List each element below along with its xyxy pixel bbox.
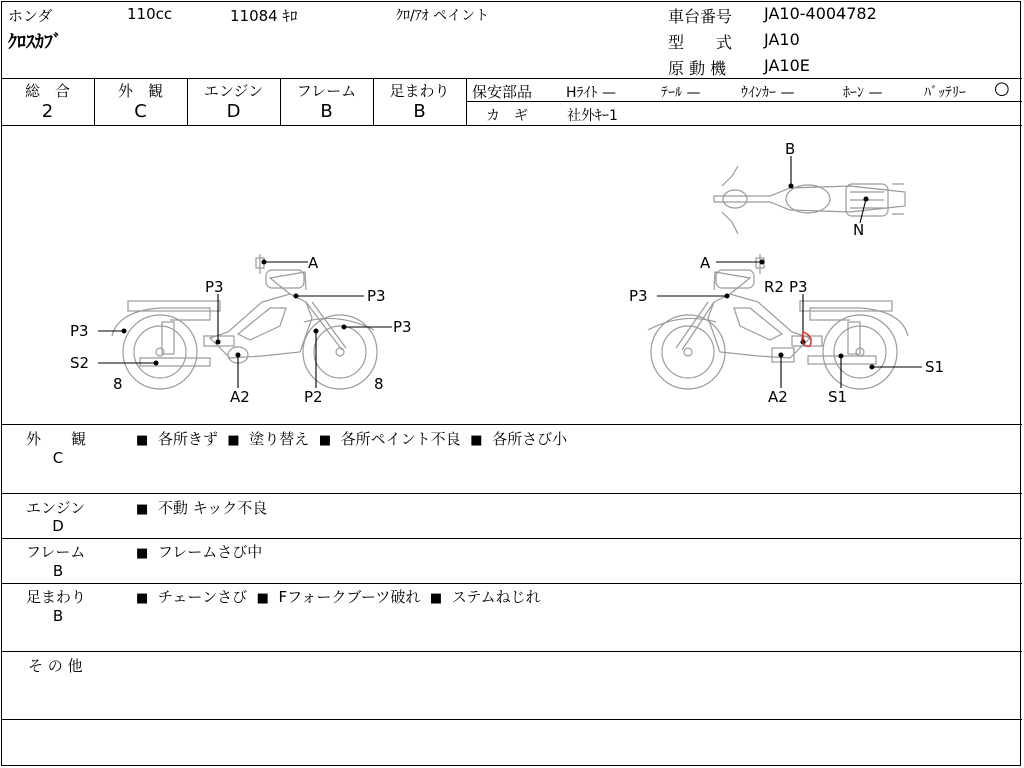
motorcycle-left-view xyxy=(112,254,377,389)
label-8-left-front: 8 xyxy=(374,375,384,393)
damage-diagram xyxy=(0,126,1024,424)
divider xyxy=(1,583,1022,584)
remark-label-frame: フレーム xyxy=(26,543,86,561)
remark-text-suspension: ■ チェーンさび ■ Fフォークブーツ破れ ■ ステムねじれ xyxy=(136,588,541,606)
label-p3-right-front: P3 xyxy=(629,287,648,305)
type-label: 型 式 xyxy=(668,33,733,52)
grade-value-exterior: C xyxy=(134,101,147,122)
label-b-top: B xyxy=(785,140,796,158)
divider xyxy=(1,538,1022,539)
battery-ok-mark: ○ xyxy=(994,78,1010,99)
label-p3-left-fender: P3 xyxy=(393,318,412,336)
remark-grade-suspension: B xyxy=(52,607,64,625)
safety-label: 保安部品 xyxy=(472,83,533,101)
engine-value: JA10E xyxy=(764,56,810,75)
key-value: 社外ｷｰ1 xyxy=(567,108,618,124)
type-value: JA10 xyxy=(764,30,800,49)
displacement: 110cc xyxy=(127,5,173,23)
motorcycle-top-view xyxy=(714,166,905,234)
safety-taillight: ﾃｰﾙ — xyxy=(661,85,701,101)
remark-label-suspension: 足まわり xyxy=(26,588,87,606)
model-name: ｸﾛｽｶﾌﾞ xyxy=(8,32,62,53)
safety-horn: ﾎｰﾝ — xyxy=(843,85,883,101)
divider xyxy=(1,719,1022,720)
label-p3-left-front: P3 xyxy=(367,287,386,305)
grade-label-exterior: 外 観 xyxy=(117,82,163,100)
divider xyxy=(1,78,1022,79)
grade-label-engine: エンジン xyxy=(203,82,264,100)
label-a2-right: A2 xyxy=(768,388,788,406)
grade-value-frame: B xyxy=(320,101,333,122)
remark-grade-engine: D xyxy=(52,517,64,535)
label-n-top: N xyxy=(853,221,865,239)
engine-label: 原 動 機 xyxy=(668,59,727,78)
label-s2-left: S2 xyxy=(70,354,90,372)
remark-label-exterior: 外 観 xyxy=(26,430,87,448)
label-a-right: A xyxy=(700,254,711,272)
grade-label-suspension: 足まわり xyxy=(389,82,450,100)
remark-label-engine: エンジン xyxy=(26,499,86,517)
label-p3-left-rear: P3 xyxy=(70,322,89,340)
grade-label-frame: フレーム xyxy=(296,82,357,100)
label-p3-right-seat: P3 xyxy=(789,278,808,296)
remark-grade-frame: B xyxy=(52,562,64,580)
grade-value-suspension: B xyxy=(413,101,426,122)
divider xyxy=(1,493,1022,494)
label-s1-right-wheel: S1 xyxy=(925,358,945,376)
divider xyxy=(466,78,467,126)
chassis-value: JA10-4004782 xyxy=(764,4,877,23)
remark-text-frame: ■ フレームさび中 xyxy=(136,543,263,561)
maker: ホンダ xyxy=(8,7,53,25)
label-r2-right: R2 xyxy=(764,278,784,296)
mileage: 11084 ｷﾛ xyxy=(230,7,298,25)
remark-text-engine: ■ 不動 キック不良 xyxy=(136,499,268,517)
label-8-left-rear: 8 xyxy=(113,375,123,393)
label-a2-left: A2 xyxy=(230,388,250,406)
color: ｸﾛ/ｱｵ ペイント xyxy=(396,8,490,24)
safety-battery: ﾊﾞｯﾃﾘｰ xyxy=(924,85,966,101)
grade-label-overall: 総 合 xyxy=(24,82,70,100)
remark-label-other: そ の 他 xyxy=(28,657,83,675)
label-p2-left: P2 xyxy=(304,388,323,406)
motorcycle-right-view xyxy=(648,254,908,389)
chassis-label: 車台番号 xyxy=(668,7,733,26)
grade-value-overall: 2 xyxy=(41,101,54,122)
key-label: カ ギ xyxy=(486,108,528,124)
label-a-left: A xyxy=(308,254,319,272)
remark-text-exterior: ■ 各所きず ■ 塗り替え ■ 各所ペイント不良 ■ 各所さび小 xyxy=(136,430,568,448)
label-p3-left-seat: P3 xyxy=(205,278,224,296)
label-s1-right-muffler: S1 xyxy=(828,388,848,406)
safety-headlight: Hﾗｲﾄ — xyxy=(566,85,616,101)
grade-value-engine: D xyxy=(226,101,241,122)
divider xyxy=(1,651,1022,652)
safety-winker: ｳｲﾝｶｰ — xyxy=(741,85,795,101)
divider xyxy=(1,424,1022,425)
remark-grade-exterior: C xyxy=(52,449,64,467)
